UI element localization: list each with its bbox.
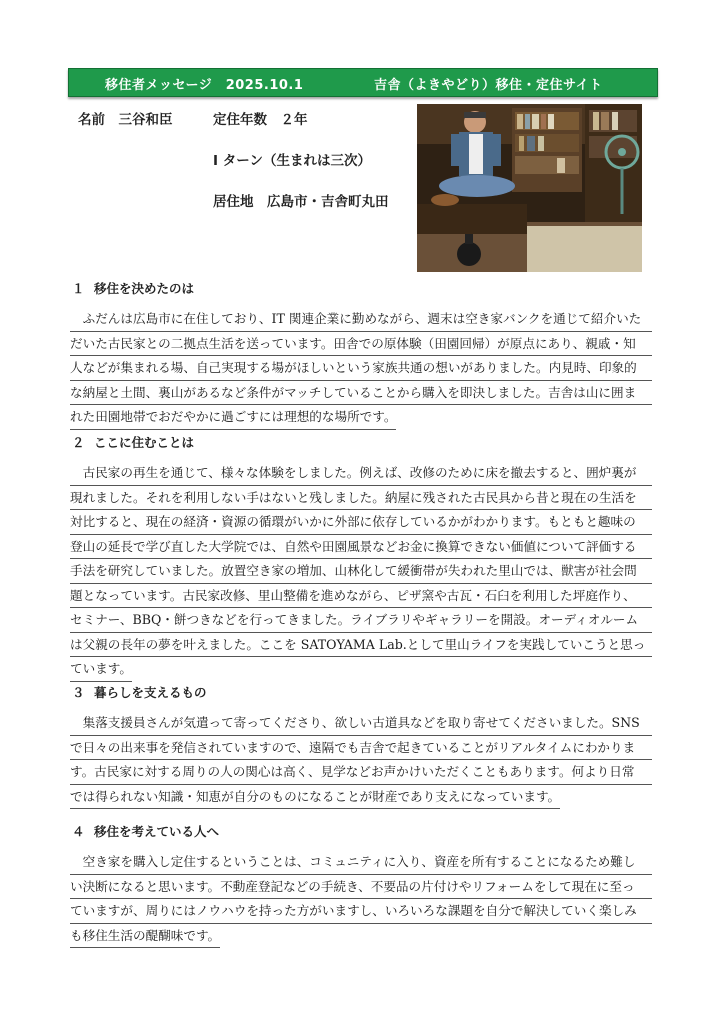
section-3-heading: 暮らしを支えるもの: [94, 685, 207, 700]
section-4-heading: 移住を考えている人へ: [94, 824, 220, 839]
section-1-body: [70, 307, 652, 438]
profile-residence: 居住地 広島市・吉舎町丸田: [213, 194, 389, 210]
header-banner: [68, 68, 658, 97]
section-1-heading: 移住を決めたのは: [94, 281, 195, 296]
section-3-line: す。古民家に対する周りの人の関心は高く、見学などお声かけいただくこともあります。何より日常: [70, 760, 652, 785]
section-3-line: 集落支援員さんが気遣って寄ってくださり、欲しい古道具などを取り寄せてくださいました。SNS: [70, 711, 652, 736]
section-2-title: [72, 433, 194, 451]
header-site-name: 吉舎（よきやどり）移住・定住サイト: [374, 78, 603, 93]
section-4-body: [70, 850, 652, 957]
section-4-title: [72, 822, 219, 840]
section-2-body: [70, 461, 652, 690]
section-3-body: [70, 711, 652, 818]
section-1-title: [72, 279, 194, 297]
section-4-line: い決断になると思います。不動産登記などの手続き、不要品の片付けやリフォームをして現在に至っ: [70, 875, 652, 900]
section-4-line: ていますが、周りにはノウハウを持った方がいますし、いろいろな課題を自分で解決していく楽しみ: [70, 899, 652, 924]
section-2-line: 手法を研究していました。放置空き家の増加、山林化して緩衝帯が失われた里山では、獣害が社会問: [70, 559, 652, 584]
section-1-line: れた田園地帯でおだやかに過ごすには理想的な場所です。: [70, 405, 396, 430]
section-2-line: 登山の延長で学び直した大学院では、自然や田園風景などお金に換算できない価値について評価する: [70, 535, 652, 560]
section-4-line: も移住生活の醍醐味です。: [70, 924, 220, 949]
section-3-line: で日々の出来事を発信されていますので、遠隔でも吉舎で起きていることがリアルタイムにわかりま: [70, 736, 652, 761]
header-title: 移住者メッセージ 2025.10.1: [105, 78, 304, 93]
section-3-title: [72, 683, 207, 701]
section-3-number: ３: [72, 685, 85, 700]
section-1-line: な納屋と土間、裏山があるなど条件がマッチしていることから購入を即決しました。吉舎は山に囲ま: [70, 381, 652, 406]
section-4-line: 空き家を購入し定住するということは、コミュニティに入り、資産を所有することになるため難し: [70, 850, 652, 875]
section-1-number: １: [72, 281, 85, 296]
section-1-line: ふだんは広島市に在住しており、IT 関連企業に勤めながら、週末は空き家バンクを通じて紹介いた: [70, 307, 652, 332]
section-2-line: ています。: [70, 657, 132, 682]
section-2-line: 対比すると、現在の経済・資源の循環がいかに外部に依存しているかがわかります。もともと趣味の: [70, 510, 652, 535]
profile-name: 名前 三谷和臣: [78, 112, 173, 128]
section-1-line: だいた古民家との二拠点生活を送っています。田舎での原体験（田園回帰）が原点にあり、親戚・知: [70, 332, 652, 357]
section-1-line: 人などが集まれる場、自己実現する場がほしいという家族共通の想いがありました。内見時、印象的: [70, 356, 652, 381]
section-3-line: では得られない知識・知恵が自分のものになることが財産であり支えになっています。: [70, 785, 560, 810]
profile-years: 定住年数 ２年: [213, 112, 308, 128]
profile-turn: I ターン（生まれは三次）: [213, 153, 371, 169]
section-4-number: ４: [72, 824, 85, 839]
section-2-line: セミナー、BBQ・餅つきなどを行ってきました。ライブラリやギャラリーを開設。オーディオルーム: [70, 608, 652, 633]
section-2-line: 題となっています。古民家改修、里山整備を進めながら、ピザ窯や古瓦・石臼を利用した坪庭作り、: [70, 584, 652, 609]
section-2-number: ２: [72, 435, 85, 450]
profile-photo: [417, 104, 642, 272]
section-2-line: は父親の長年の夢を叶えました。ここを SATOYAMA Lab.として里山ライフを実践していこうと思っ: [70, 633, 652, 658]
section-2-line: 現れました。それを利用しない手はないと残しました。納屋に残された古民具から昔と現在の生活を: [70, 486, 652, 511]
section-2-line: 古民家の再生を通じて、様々な体験をしました。例えば、改修のために床を撤去すると、囲炉裏が: [70, 461, 652, 486]
section-2-heading: ここに住むことは: [94, 435, 195, 450]
